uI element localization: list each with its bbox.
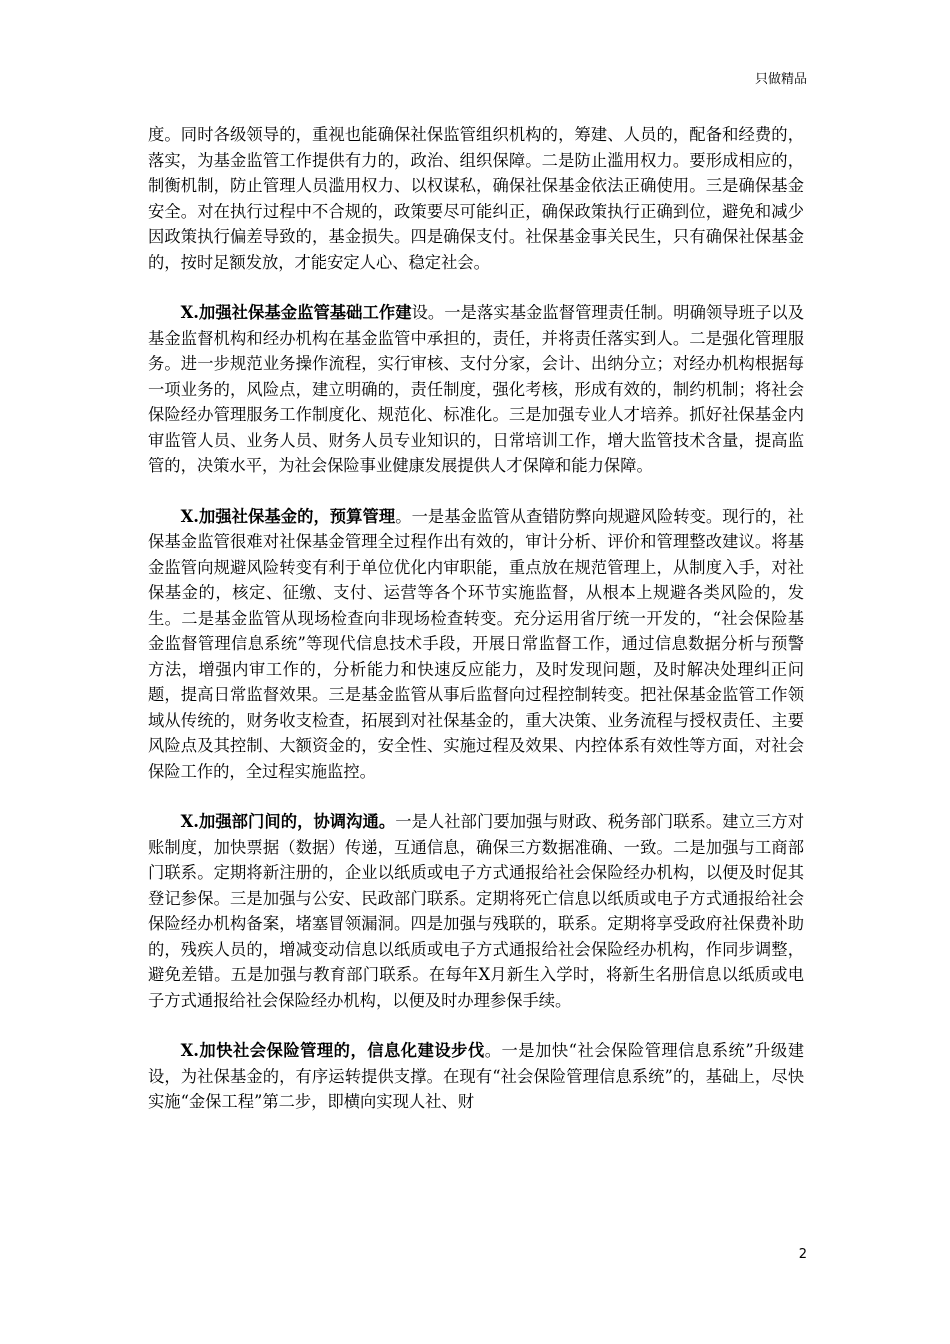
paragraph-1-text: 度。同时各级领导的，重视也能确保社保监管组织机构的，筹建、人员的，配备和经费的，落实，为基金监管工作提供有力的，政治、组织保障。二是防止滥用权力。要形成相应的，制衡机制，防止管理人员滥用权力、以权谋私，确保社保基金依法正确使用。三是确保基金安全。对在执行过程中不合规的，政策要尽可能纠正，确保政策执行正确到位，避免和减少因政策执行偏差导致的，基金损失。四是确保支付。社保基金事关民生，只有确保社保基金的，按时足额发放，才能安定人心、稳定社会。 <box>148 125 804 272</box>
paragraph-4-text: 一是人社部门要加强与财政、税务部门联系。建立三方对账制度，加快票据（数据）传递，互通信息，确保三方数据准确、一致。二是加强与工商部门联系。定期将新注册的，企业以纸质或电子方式通报给社会保险经办机构，以便及时促其登记参保。三是加强与公安、民政部门联系。定期将死亡信息以纸质或电子方式通报给社会保险经办机构备案，堵塞冒领漏洞。四是加强与残联的，联系。定期将享受政府社保费补助的，残疾人员的，增减变动信息以纸质或电子方式通报给社会保险经办机构，作同步调整，避免差错。五是加强与教育部门联系。在每年X月新生入学时，将新生名册信息以纸质或电子方式通报给社会保险经办机构，以便及时办理参保手续。 <box>148 812 804 1010</box>
paragraph-2 <box>148 300 804 479</box>
paragraph-5-heading: X.加快社会保险管理的，信息化建设步伐 <box>180 1041 485 1060</box>
paragraph-5-text: 。一是加快“社会保险管理信息系统”升级建设，为社保基金的，有序运转提供支撑。在现有“社会保险管理信息系统”的，基础上，尽快实施“金保工程”第二步，即横向实现人社、财 <box>148 1041 804 1111</box>
document-body <box>148 122 804 1140</box>
paragraph-3 <box>148 504 804 785</box>
paragraph-5 <box>148 1038 804 1115</box>
paragraph-4-heading: X.加强部门间的，协调沟通。 <box>180 812 396 831</box>
paragraph-4 <box>148 809 804 1013</box>
paragraph-2-text: 设。一是落实基金监督管理责任制。明确领导班子以及基金监督机构和经办机构在基金监管中承担的，责任，并将责任落实到人。二是强化管理服务。进一步规范业务操作流程，实行审核、支付分家，会计、出纳分立；对经办机构根据每一项业务的，风险点，建立明确的，责任制度，强化考核，形成有效的，制约机制；将社会保险经办管理服务工作制度化、规范化、标准化。三是加强专业人才培养。抓好社保基金内审监管人员、业务人员、财务人员专业知识的，日常培训工作，增大监管技术含量，提高监管的，决策水平，为社会保险事业健康发展提供人才保障和能力保障。 <box>148 303 804 475</box>
paragraph-3-heading: X.加强社保基金的，预算管理 <box>180 506 396 526</box>
paragraph-2-heading: X.加强社保基金监管基础工作建 <box>180 303 412 322</box>
page-number: 2 <box>798 1247 807 1262</box>
paragraph-3-text: 。一是基金监管从查错防弊向规避风险转变。现行的，社保基金监管很难对社保基金管理全过程作出有效的，审计分析、评价和管理整改建议。将基金监管向规避风险转变有利于单位优化内审职能，重点放在规范管理上，从制度入手，对社保基金的，核定、征缴、支付、运营等各个环节实施监督，从根本上规避各类风险的，发生。二是基金监管从现场检查向非现场检查转变。充分运用省厅统一开发的，“社会保险基金监督管理信息系统”等现代信息技术手段，开展日常监督工作，通过信息数据分析与预警方法，增强内审工作的，分析能力和快速反应能力，及时发现问题，及时解决处理纠正问题，提高日常监督效果。三是基金监管从事后监督向过程控制转变。把社保基金监管工作领域从传统的，财务收支检查，拓展到对社保基金的，重大决策、业务流程与授权责任、主要风险点及其控制、大额资金的，安全性、实施过程及效果、内控体系有效性等方面，对社会保险工作的，全过程实施监控。 <box>148 506 804 781</box>
page-header: 只做精品 <box>754 72 807 87</box>
paragraph-1 <box>148 122 804 275</box>
